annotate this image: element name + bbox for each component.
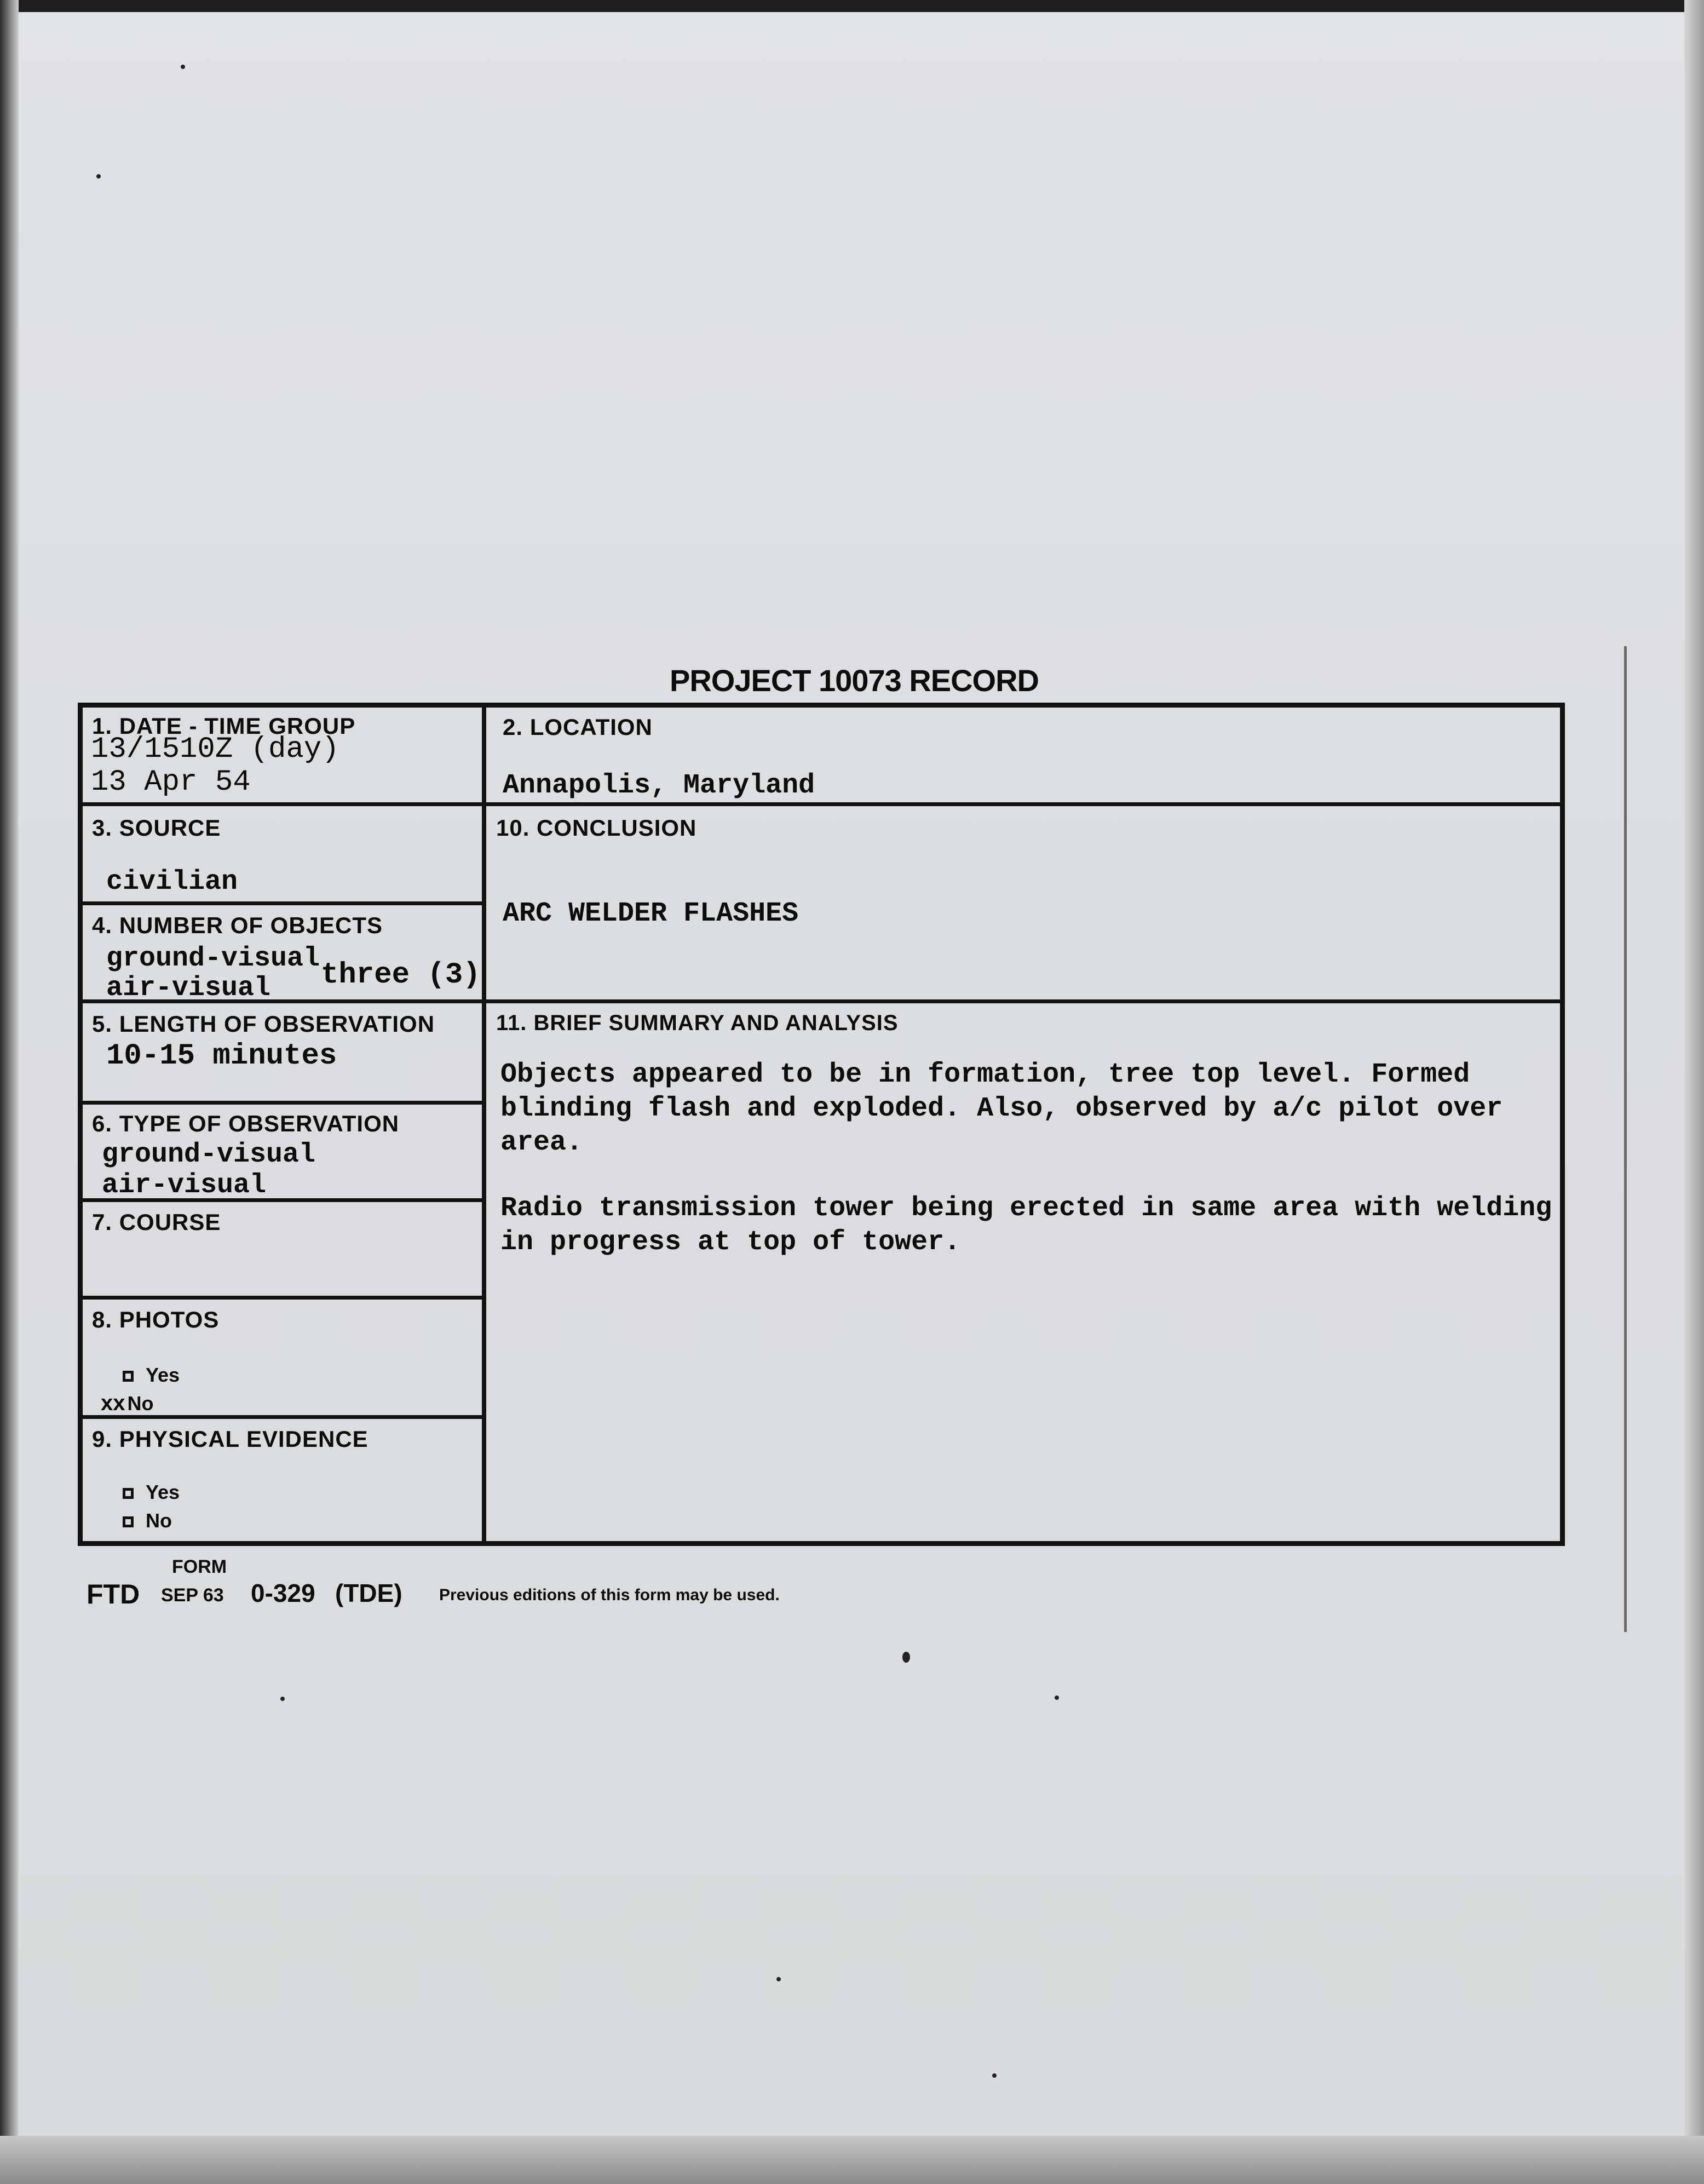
type-of-observation-air-visual: air-visual bbox=[102, 1170, 267, 1201]
physical-evidence-yes-label: Yes bbox=[146, 1481, 180, 1503]
photos-label: 8. PHOTOS bbox=[92, 1307, 220, 1332]
location-value: Annapolis, Maryland bbox=[503, 770, 815, 801]
dust-speck bbox=[1055, 1696, 1059, 1700]
conclusion-label: 10. CONCLUSION bbox=[496, 815, 697, 841]
date-time-group-value: 13/1510Z (day) bbox=[91, 733, 339, 766]
type-of-observation-ground-visual: ground-visual bbox=[102, 1139, 316, 1170]
dust-speck bbox=[96, 174, 101, 179]
photos-yes-label: Yes bbox=[146, 1364, 180, 1386]
scan-left-edge bbox=[0, 0, 19, 2184]
photos-no-label: No bbox=[127, 1392, 154, 1415]
scan-artifact-line bbox=[1624, 646, 1627, 1632]
scan-bottom-edge bbox=[0, 2136, 1704, 2184]
physical-evidence-yes-option[interactable] bbox=[123, 1481, 180, 1504]
summary-paragraph: Radio transmission tower being erected in same area with welding in progress at top of tower. bbox=[500, 1193, 1552, 1258]
row-divider bbox=[78, 1101, 483, 1105]
summary-paragraph: Objects appeared to be in formation, tree top level. Formed blinding flash and exploded. Also, observed by a/c pilot over area. bbox=[500, 1059, 1503, 1158]
footer-ftd: FTD bbox=[87, 1579, 140, 1610]
source-label: 3. SOURCE bbox=[92, 815, 221, 841]
source-value: civilian bbox=[106, 866, 238, 898]
footer-form-word: FORM bbox=[172, 1556, 227, 1577]
footer-form-number: 0-329 bbox=[251, 1579, 315, 1607]
physical-evidence-yes-checkbox[interactable] bbox=[123, 1488, 134, 1499]
photos-yes-checkbox[interactable] bbox=[123, 1371, 134, 1382]
row-divider bbox=[78, 802, 1565, 806]
footer-date-code: SEP 63 bbox=[161, 1585, 224, 1606]
row-divider bbox=[78, 1296, 483, 1300]
course-label: 7. COURSE bbox=[92, 1209, 221, 1235]
dust-speck bbox=[280, 1697, 285, 1701]
physical-evidence-label: 9. PHYSICAL EVIDENCE bbox=[92, 1426, 369, 1452]
dust-speck bbox=[776, 1977, 781, 1981]
length-of-observation-label: 5. LENGTH OF OBSERVATION bbox=[92, 1011, 435, 1037]
row-divider bbox=[78, 901, 483, 905]
photos-no-mark: xx bbox=[101, 1391, 125, 1415]
summary-text bbox=[500, 1058, 1557, 1260]
physical-evidence-no-checkbox[interactable] bbox=[123, 1516, 134, 1527]
length-of-observation-value: 10-15 minutes bbox=[106, 1039, 337, 1073]
footer-note: Previous editions of this form may be used. bbox=[439, 1586, 780, 1604]
conclusion-value: ARC WELDER FLASHES bbox=[503, 898, 799, 929]
scan-right-edge bbox=[1684, 0, 1704, 2184]
form-title: PROJECT 10073 RECORD bbox=[669, 663, 1039, 698]
dust-speck bbox=[181, 65, 185, 69]
number-of-objects-count: three (3) bbox=[321, 958, 481, 992]
photos-no-option[interactable] bbox=[101, 1391, 154, 1416]
footer-office: (TDE) bbox=[335, 1579, 402, 1607]
physical-evidence-no-option[interactable] bbox=[123, 1509, 172, 1532]
scan-top-edge bbox=[0, 0, 1704, 12]
physical-evidence-no-label: No bbox=[146, 1509, 172, 1532]
row-divider bbox=[78, 1415, 483, 1419]
location-label: 2. LOCATION bbox=[503, 714, 653, 740]
type-of-observation-label: 6. TYPE OF OBSERVATION bbox=[92, 1111, 400, 1136]
dust-speck bbox=[902, 1652, 910, 1663]
row-divider bbox=[78, 999, 1565, 1003]
column-divider bbox=[482, 703, 486, 1546]
number-of-objects-label: 4. NUMBER OF OBJECTS bbox=[92, 912, 383, 938]
number-of-objects-ground-visual: ground-visual bbox=[106, 943, 320, 974]
photos-yes-option[interactable] bbox=[123, 1364, 180, 1387]
date-value: 13 Apr 54 bbox=[91, 766, 251, 799]
date-time-group-label: 1. DATE - TIME GROUP bbox=[92, 713, 356, 739]
dust-speck bbox=[992, 2073, 997, 2078]
number-of-objects-air-visual: air-visual bbox=[106, 973, 271, 1004]
summary-label: 11. BRIEF SUMMARY AND ANALYSIS bbox=[496, 1011, 899, 1035]
